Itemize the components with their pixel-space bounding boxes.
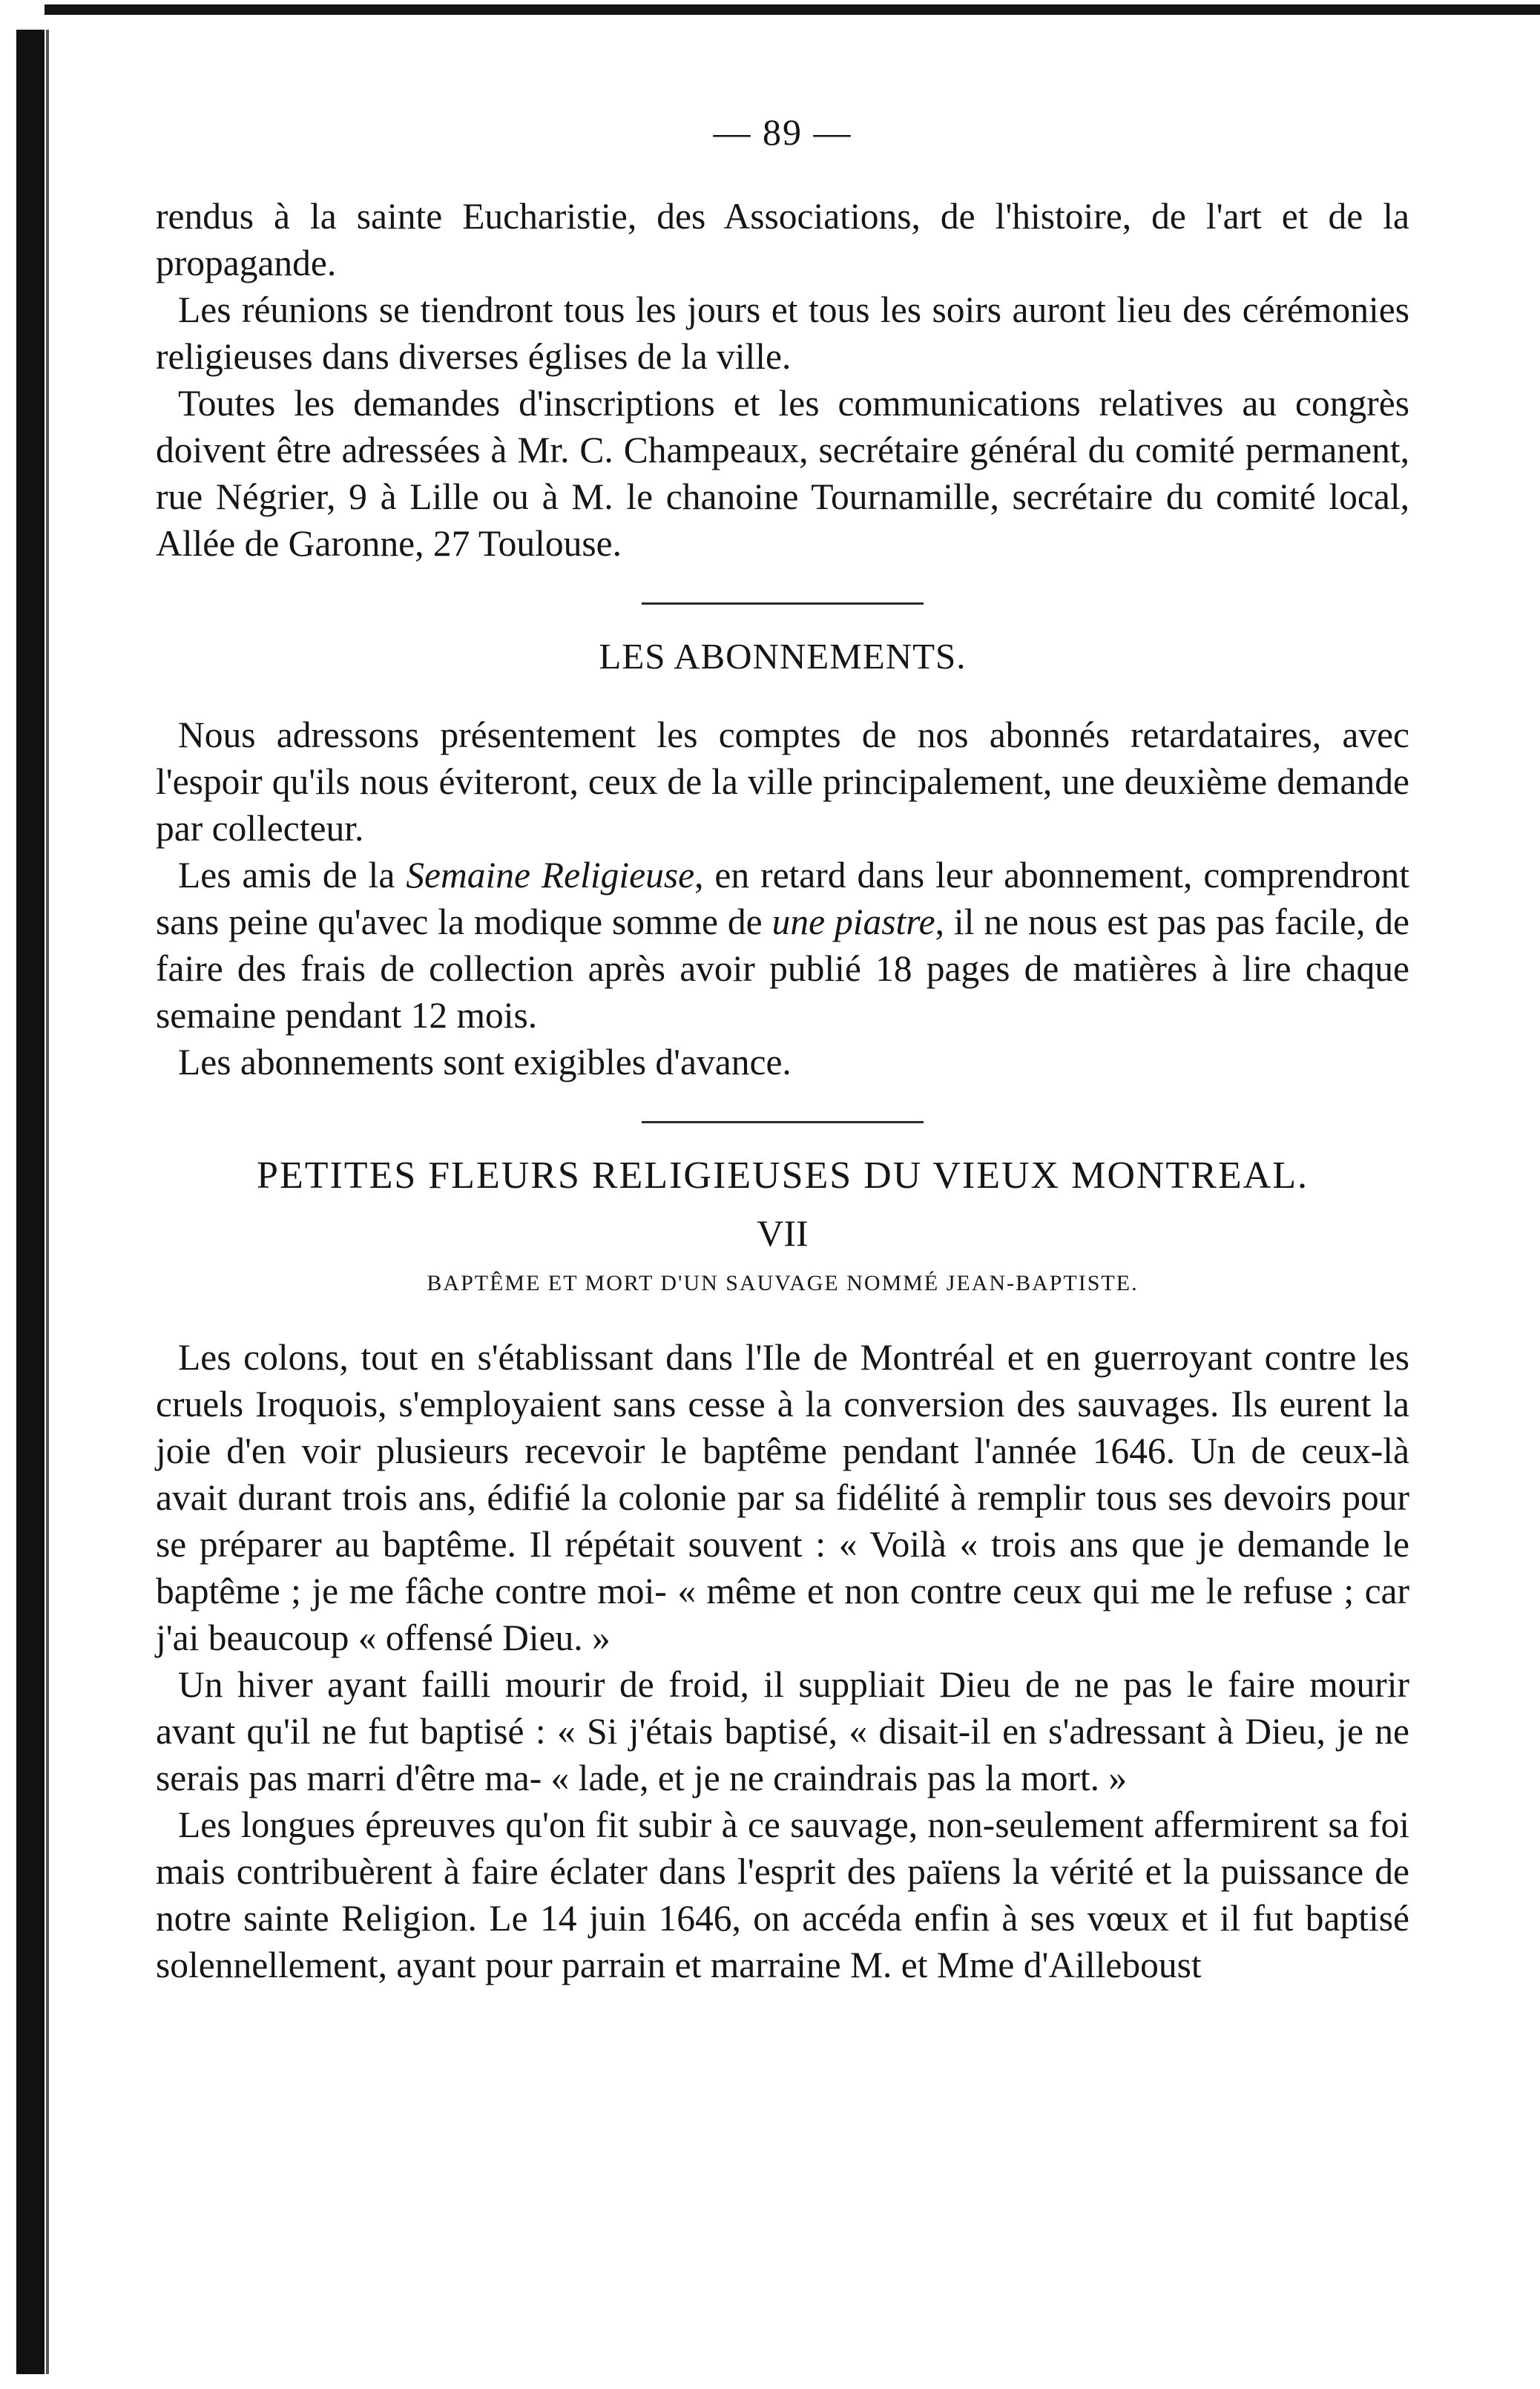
- publication-title: Semaine Religieuse: [406, 855, 695, 896]
- section-divider: [642, 1121, 924, 1123]
- paragraph: Nous adressons présentement les comptes de nos abonnés retardataires, avec l'espoir qu'ils nous éviteront, ceux de la ville principalement, une deuxième demande par collecteur.: [156, 714, 1409, 849]
- chapter-number: VII: [757, 1212, 809, 1254]
- paragraph: Les réunions se tiendront tous les jours et tous les soirs auront lieu des cérémonies religieuses dans diverses églises de la ville.: [156, 289, 1409, 377]
- page-content: [156, 110, 1409, 1988]
- paragraph: [156, 852, 1409, 1039]
- section-divider: [642, 602, 924, 605]
- price-text: une piastre: [771, 901, 935, 942]
- subscriptions-section: [156, 712, 1409, 1085]
- binding-edge-line: [46, 30, 49, 2374]
- paragraph: Les colons, tout en s'établissant dans l'Ile de Montréal et en guerroyant contre les cruels Iroquois, s'employaient sans cesse à la conversion des sauvages. Ils eurent la joie d'en voir plusieurs recevoir le baptême pendant l'année 1646. Un de ceux-là avait durant trois ans, édifié la colonie par sa fidélité à remplir tous ses devoirs pour se préparer au baptême. Il répétait souvent : « Voilà « trois ans que je demande le baptême ; je me fâche contre moi- « même et non contre ceux qui me le refuse ; car j'ai beaucoup « offensé Dieu. »: [156, 1337, 1409, 1658]
- paragraph: Toutes les demandes d'inscriptions et les communications relatives au congrès doivent être adressées à Mr. C. Champeaux, secrétaire général du comité permanent, rue Négrier, 9 à Lille ou à M. le chanoine Tournamille, secrétaire du comité local, Allée de Garonne, 27 Toulouse.: [156, 383, 1409, 564]
- text-run: , il ne nous est pas pas facile, de faire des frais de collection après avoir publié 18 pages de matières à lire chaque semaine pendant 12 mois.: [156, 901, 1410, 1036]
- section-heading: PETITES FLEURS RELIGIEUSES DU VIEUX MONTREAL.: [257, 1154, 1309, 1197]
- binding-edge: [16, 30, 45, 2374]
- paragraph: Les longues épreuves qu'on fit subir à ce sauvage, non-seulement affermirent sa foi mais contribuèrent à faire éclater dans l'esprit des païens la vérité et la puissance de notre sainte Religion. Le 14 juin 1646, on accéda enfin à ses vœux et il fut baptisé solennellement, ayant pour parrain et marraine M. et Mme d'Ailleboust: [156, 1804, 1409, 1985]
- paragraph: Un hiver ayant failli mourir de froid, il suppliait Dieu de ne pas le faire mourir avant qu'il ne fut baptisé : « Si j'étais baptisé, « disait-il en s'adressant à Dieu, je ne serais pas marri d'être ma- « lade, et je ne craindrais pas la mort. »: [156, 1664, 1409, 1798]
- paragraph: Les abonnements sont exigibles d'avance.: [178, 1042, 792, 1082]
- paragraph: rendus à la sainte Eucharistie, des Associations, de l'histoire, de l'art et de la propagande.: [156, 196, 1409, 283]
- chapter-subheading: BAPTÊME ET MORT D'UN SAUVAGE NOMMÉ JEAN-BAPTISTE.: [427, 1271, 1139, 1295]
- congress-section: [156, 193, 1409, 567]
- section-heading: LES ABONNEMENTS.: [599, 636, 967, 677]
- text-run: , en retard dans leur abonnement, comprendront sans peine qu'avec la modique somme de: [156, 855, 1409, 942]
- top-border-rule: [45, 4, 1540, 15]
- article-body: [156, 1334, 1409, 1988]
- page-number: — 89 —: [713, 111, 852, 153]
- text-run: Les amis de la: [178, 855, 407, 896]
